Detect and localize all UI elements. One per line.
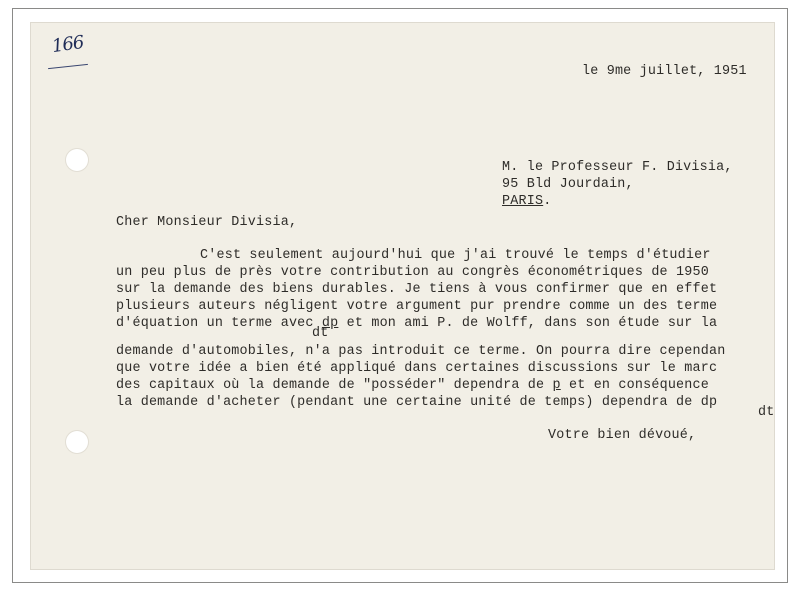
body-line-3: sur la demande des biens durables. Je tiens à vous confirmer que en effet <box>116 282 718 297</box>
body-line-1: C'est seulement aujourd'hui que j'ai trouvé le temps d'étudier <box>200 248 711 263</box>
body-line-9: la demande d'acheter (pendant une certaine unité de temps) dependra de dp <box>116 395 718 410</box>
body-line-5 <box>116 316 717 331</box>
body-line-2: un peu plus de près votre contribution au congrès économétriques de 1950 <box>116 265 709 280</box>
letter-page <box>30 22 775 570</box>
archive-number: 166 <box>50 31 85 58</box>
body-line-5-start: d'équation un terme avec <box>116 316 322 331</box>
variable-p: p <box>552 378 561 393</box>
fraction-denominator-dt: dt <box>312 326 329 341</box>
letter-date: le 9me juillet, 1951 <box>582 64 747 79</box>
punch-hole-bottom <box>66 431 88 453</box>
recipient-city-line <box>502 194 551 209</box>
body-line-8 <box>116 378 709 393</box>
archive-number-underline <box>48 64 88 69</box>
recipient-line-2: 95 Bld Jourdain, <box>502 177 634 192</box>
salutation: Cher Monsieur Divisia, <box>116 215 298 230</box>
recipient-city-suffix: . <box>543 194 552 209</box>
body-line-8-end: et en conséquence <box>560 378 709 393</box>
fraction-numerator-dp: dp <box>321 316 339 331</box>
recipient-city: PARIS <box>502 194 544 209</box>
punch-hole-top <box>66 149 88 171</box>
body-line-6: demande d'automobiles, n'a pas introduit ce terme. On pourra dire cependan <box>116 344 726 359</box>
body-line-4: plusieurs auteurs négligent votre argument pur prendre comme un des terme <box>116 299 718 314</box>
recipient-line-1: M. le Professeur F. Divisia, <box>502 160 733 175</box>
fraction-denominator-dt-2: dt <box>758 405 775 420</box>
body-line-7: que votre idée a bien été appliqué dans certaines discussions sur le marc <box>116 361 718 376</box>
body-line-8-start: des capitaux où la demande de "posséder" dependra de <box>116 378 553 393</box>
closing: Votre bien dévoué, <box>548 428 697 443</box>
body-line-5-end: et mon ami P. de Wolff, dans son étude sur la <box>338 316 718 331</box>
